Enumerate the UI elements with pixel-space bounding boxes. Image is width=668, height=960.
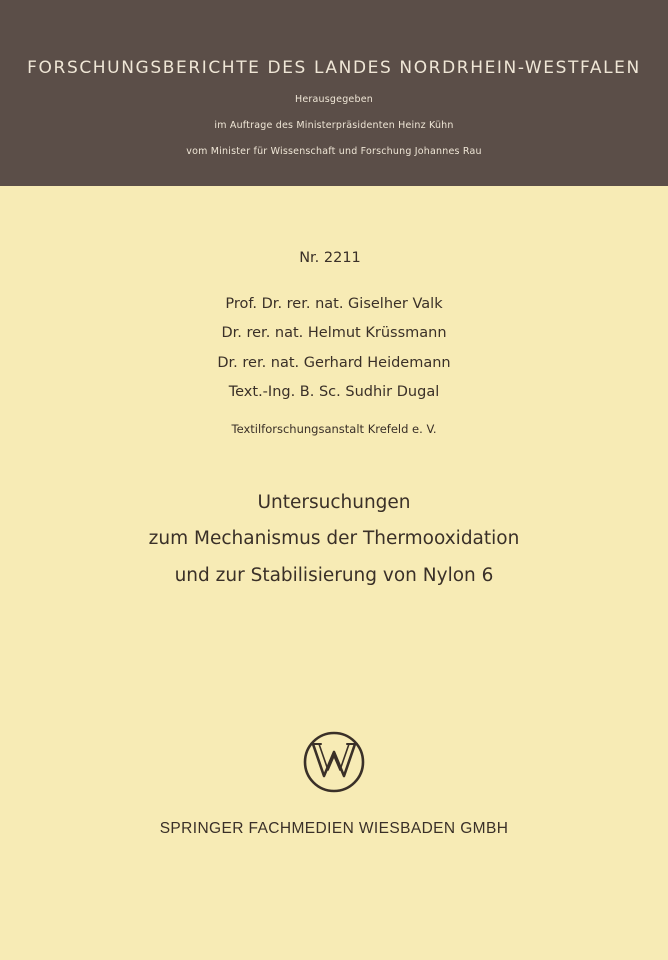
- series-header-band: [0, 0, 668, 186]
- report-number: Nr. 2211: [299, 250, 361, 266]
- commission-line: im Auftrage des Ministerpräsidenten Heinz Kühn: [214, 120, 454, 131]
- springer-vw-logo-icon: [302, 730, 366, 794]
- author-2: Dr. rer. nat. Helmut Krüssmann: [221, 325, 447, 341]
- title-line-3: und zur Stabilisierung von Nylon 6: [174, 565, 494, 586]
- minister-line: vom Minister für Wissenschaft und Forschung Johannes Rau: [186, 146, 482, 157]
- author-3: Dr. rer. nat. Gerhard Heidemann: [217, 355, 451, 371]
- institute: Textilforschungsanstalt Krefeld e. V.: [231, 422, 437, 436]
- title-line-1: Untersuchungen: [257, 492, 411, 513]
- title-line-2: zum Mechanismus der Thermooxidation: [148, 528, 520, 549]
- publisher-name: SPRINGER FACHMEDIEN WIESBADEN GMBH: [159, 820, 509, 837]
- author-4: Text.-Ing. B. Sc. Sudhir Dugal: [228, 384, 440, 400]
- editor-line: Herausgegeben: [295, 94, 373, 105]
- series-title: FORSCHUNGSBERICHTE DES LANDES NORDRHEIN-WESTFALEN: [27, 58, 641, 78]
- author-1: Prof. Dr. rer. nat. Giselher Valk: [225, 296, 443, 312]
